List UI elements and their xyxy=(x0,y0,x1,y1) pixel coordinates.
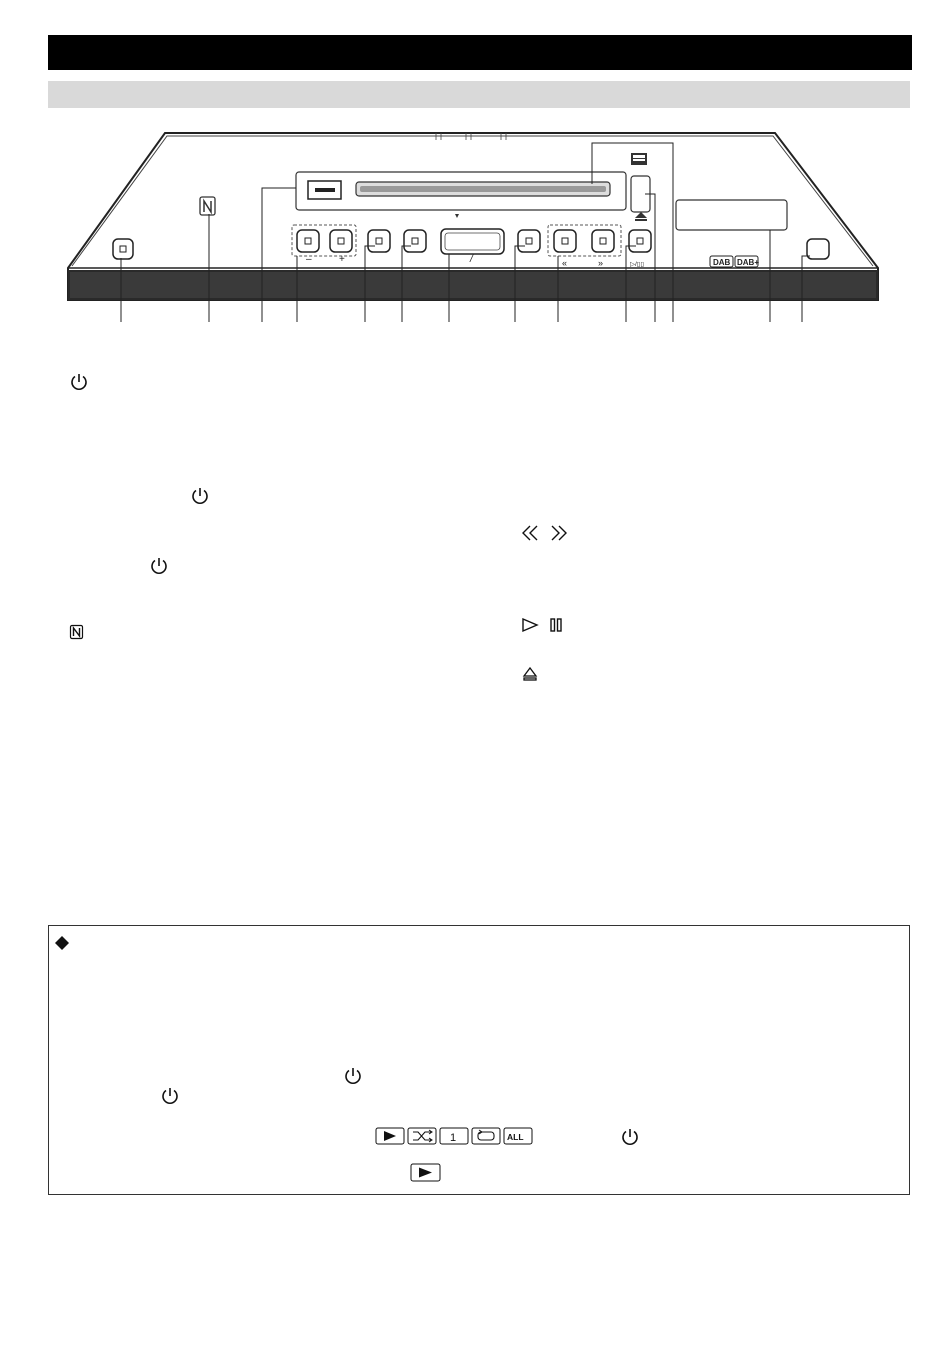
skip-arrows-icon xyxy=(521,524,571,542)
repeat-all-indicator xyxy=(504,1128,532,1144)
power-icon xyxy=(149,556,169,576)
volume-plus-label: + xyxy=(339,254,345,265)
shuffle-indicator xyxy=(408,1128,436,1144)
display-indicator-row xyxy=(375,1127,535,1147)
skip-forward-label: » xyxy=(598,258,604,268)
volume-up-button[interactable] xyxy=(330,230,352,252)
top-panel-illustration xyxy=(0,120,950,330)
remote-sensor xyxy=(807,239,829,259)
power-icon xyxy=(160,1086,180,1106)
repeat-indicator xyxy=(472,1128,500,1144)
nfc-icon xyxy=(69,624,85,640)
button-2[interactable] xyxy=(404,230,426,252)
repeat-one-indicator xyxy=(440,1128,468,1144)
section-subtitle-bar xyxy=(48,81,910,108)
play-pause-icon xyxy=(521,617,567,633)
skip-back-button[interactable] xyxy=(554,230,576,252)
volume-minus-label: – xyxy=(306,254,312,265)
display-window xyxy=(676,200,787,230)
dab-logo-text: DAB xyxy=(713,258,731,267)
button-3[interactable] xyxy=(518,230,540,252)
power-icon xyxy=(190,486,210,506)
power-icon xyxy=(343,1066,363,1086)
play-indicator xyxy=(410,1163,442,1183)
play-indicator xyxy=(376,1128,404,1144)
svg-text:1: 1 xyxy=(450,1132,457,1144)
diamond-icon xyxy=(54,935,70,951)
center-button-label: / xyxy=(470,254,473,265)
svg-text:ALL: ALL xyxy=(507,1132,524,1142)
section-title-bar xyxy=(48,35,912,70)
power-icon xyxy=(69,372,89,392)
dab-plus-logo-text: DAB+ xyxy=(737,258,760,267)
center-wide-button[interactable] xyxy=(441,229,504,254)
note-box xyxy=(48,925,910,1195)
skip-forward-button[interactable] xyxy=(592,230,614,252)
play-pause-button[interactable] xyxy=(629,230,651,252)
nfc-mark xyxy=(200,197,215,215)
power-icon xyxy=(620,1127,640,1147)
eject-icon xyxy=(522,666,538,682)
compact-disc-logo xyxy=(631,153,647,165)
skip-back-label: « xyxy=(562,258,568,268)
volume-down-button[interactable] xyxy=(297,230,319,252)
button-1[interactable] xyxy=(368,230,390,252)
play-pause-label: ▷/▯▯ xyxy=(630,261,644,268)
power-button[interactable] xyxy=(113,239,133,259)
